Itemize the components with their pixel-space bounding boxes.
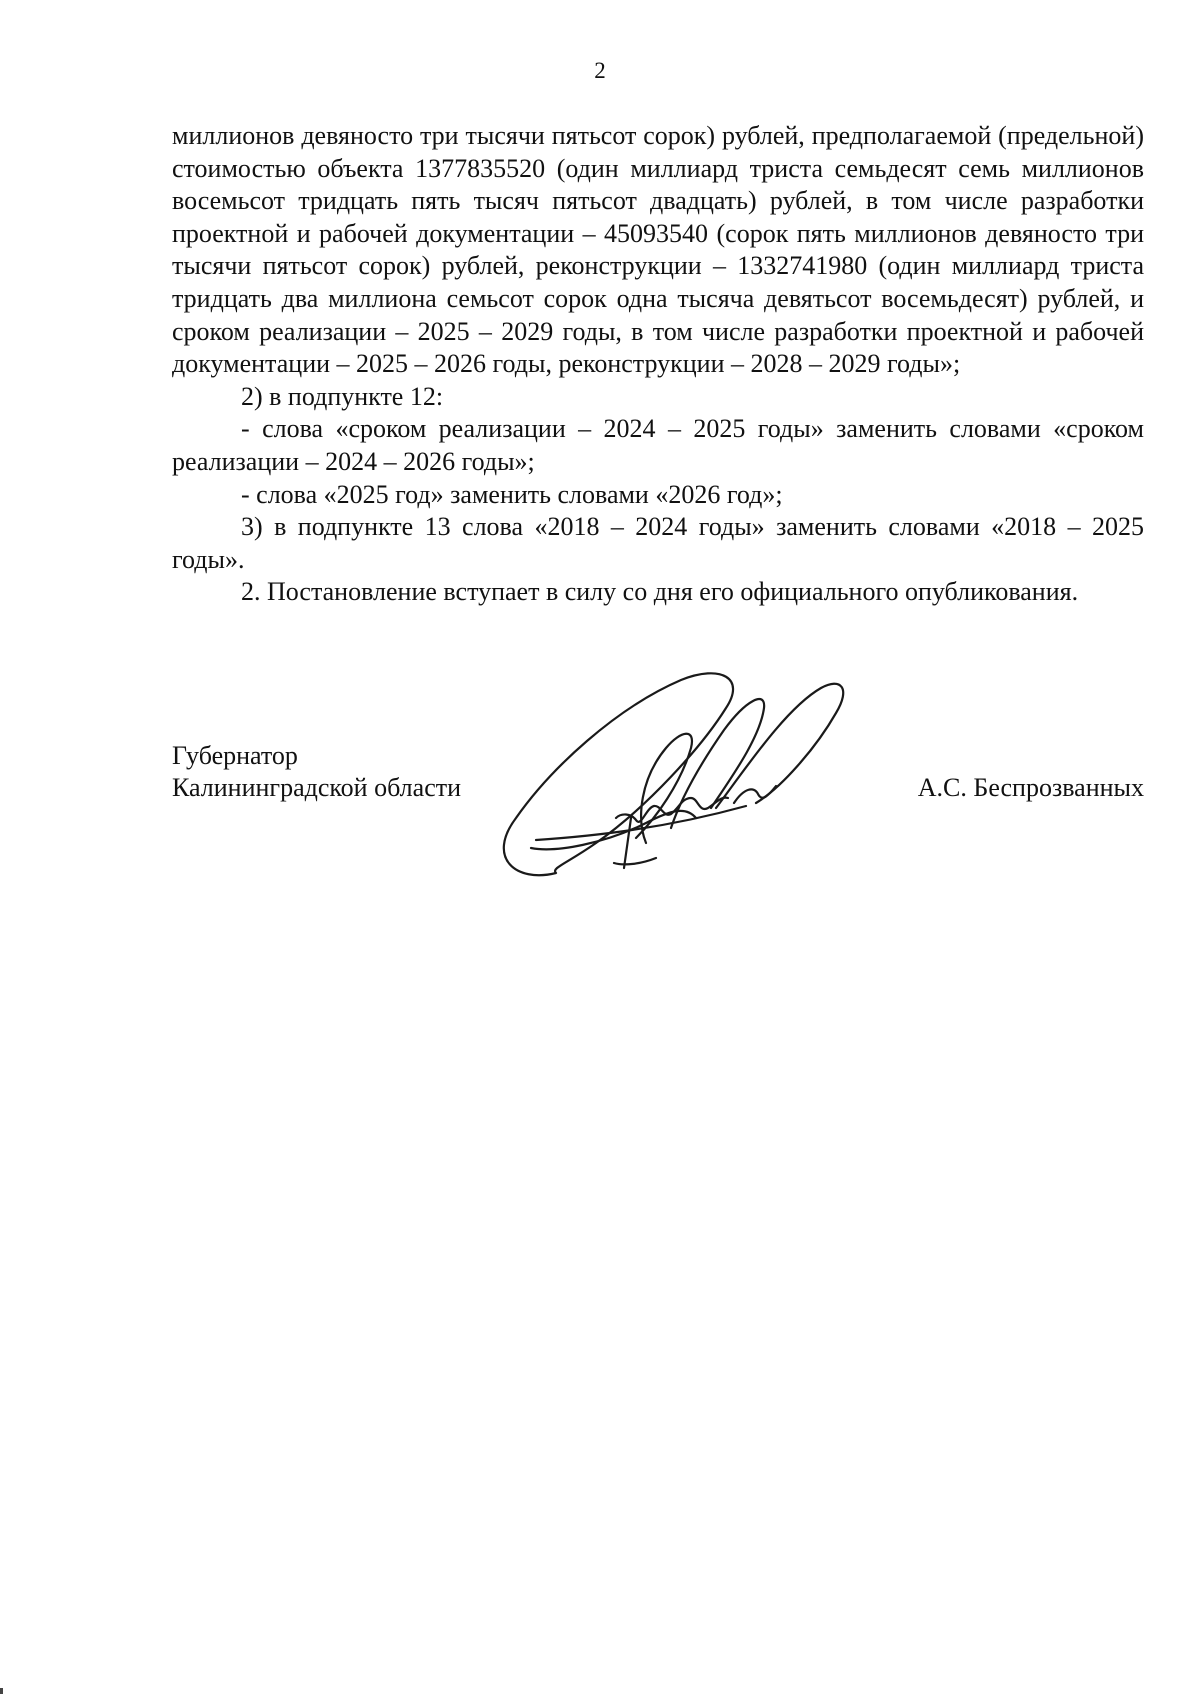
scan-edge-mark (0, 1688, 3, 1694)
signer-position-region: Калининградской области (172, 773, 462, 802)
paragraph: - слова «сроком реализации – 2024 – 2025 годы» заменить словами «сроком реализации – 2024 – 2026 годы»; (172, 414, 1144, 476)
paragraph: миллионов девяносто три тысячи пятьсот сорок) рублей, предполагаемой (предельной) стоимостью объекта 1377835520 (один миллиард триста семьдесят семь миллионов восемьсот тридцать пять тысяч пятьсот двадцать) рублей, в том числе разработки проектной и рабочей документации – 45093540 (сорок пять миллионов девяносто три тысячи пятьсот сорок) рублей, реконструкции – 1332741980 (один миллиард триста тридцать два миллиона семьсот сорок одна тысяча девятьсот восемьдесят) рублей, и сроком реализации – 2025 – 2029 годы, в том числе разработки проектной и рабочей документации – 2025 – 2026 годы, реконструкции – 2028 – 2029 годы»; (172, 121, 1144, 379)
signer-position-title: Губернатор (172, 741, 298, 770)
document-body (172, 120, 1144, 609)
page-number: 2 (594, 58, 606, 83)
paragraph: 2. Постановление вступает в силу со дня его официального опубликования. (241, 577, 1079, 607)
handwritten-signature (496, 668, 896, 908)
paragraph: 2) в подпункте 12: (241, 381, 444, 411)
paragraph: 3) в подпункте 13 слова «2018 – 2024 годы» заменить словами «2018 – 2025 годы». (172, 512, 1144, 574)
paragraph: - слова «2025 год» заменить словами «2026 год»; (241, 479, 783, 509)
signer-name: А.С. Беспрозванных (917, 773, 1144, 802)
